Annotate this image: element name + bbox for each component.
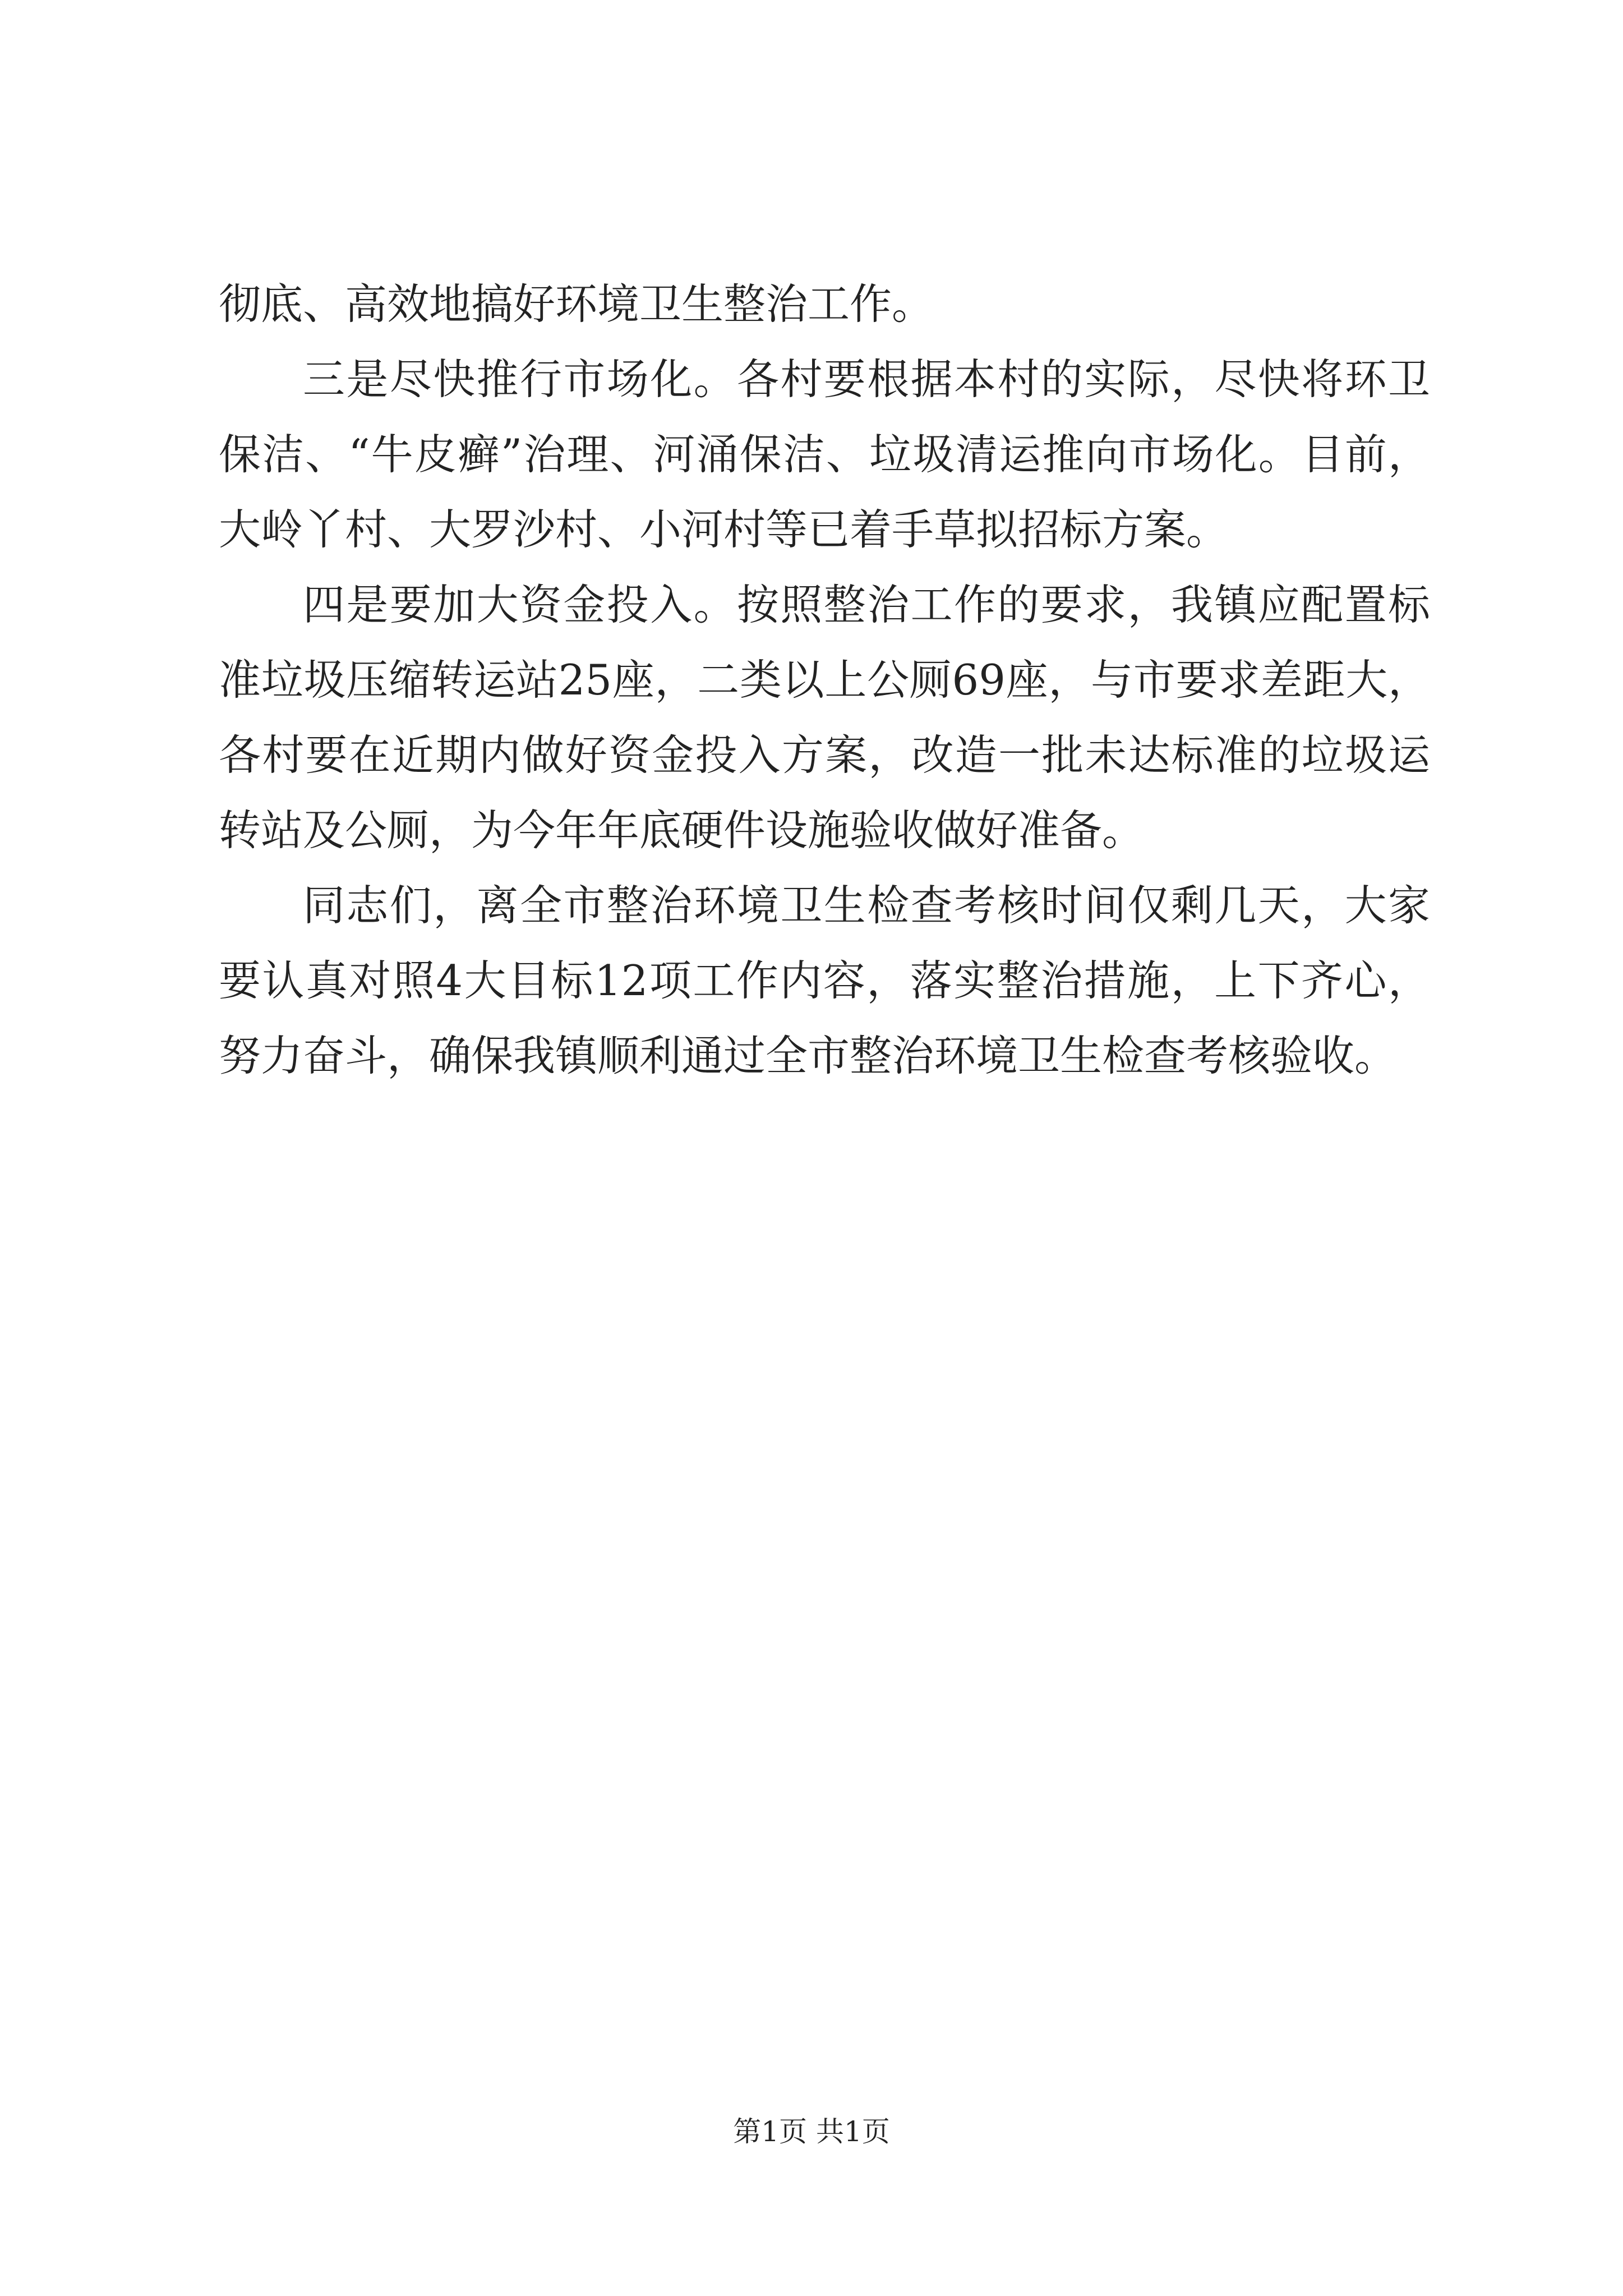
text-line: 各村要在近期内做好资金投入方案，改造一批未达标准的垃圾运 xyxy=(219,730,1430,780)
text-line: 转站及公厕，为今年年底硬件设施验收做好准备。 xyxy=(219,806,1145,855)
text-line: 保洁、“牛皮癣”治理、河涌保洁、垃圾清运推向市场化。目前， xyxy=(219,430,1430,479)
text-line: 四是要加大资金投入。按照整治工作的要求，我镇应配置标 xyxy=(303,580,1430,629)
text-line: 要认真对照4大目标12项工作内容，落实整治措施，上下齐心， xyxy=(219,956,1430,1005)
text-line: 同志们，离全市整治环境卫生检查考核时间仅剩几天，大家 xyxy=(303,881,1430,930)
page-footer: 第1页 共1页 xyxy=(733,2115,890,2148)
text-line: 彻底、高效地搞好环境卫生整治工作。 xyxy=(219,279,934,329)
text-line: 准垃圾压缩转运站25座，二类以上公厕69座，与市要求差距大， xyxy=(219,655,1430,705)
text-line: 三是尽快推行市场化。各村要根据本村的实际，尽快将环卫 xyxy=(303,355,1430,404)
text-line: 大岭丫村、大罗沙村、小河村等已着手草拟招标方案。 xyxy=(219,505,1229,554)
document-body xyxy=(219,266,1430,1093)
text-line: 努力奋斗，确保我镇顺利通过全市整治环境卫生检查考核验收。 xyxy=(219,1031,1397,1080)
